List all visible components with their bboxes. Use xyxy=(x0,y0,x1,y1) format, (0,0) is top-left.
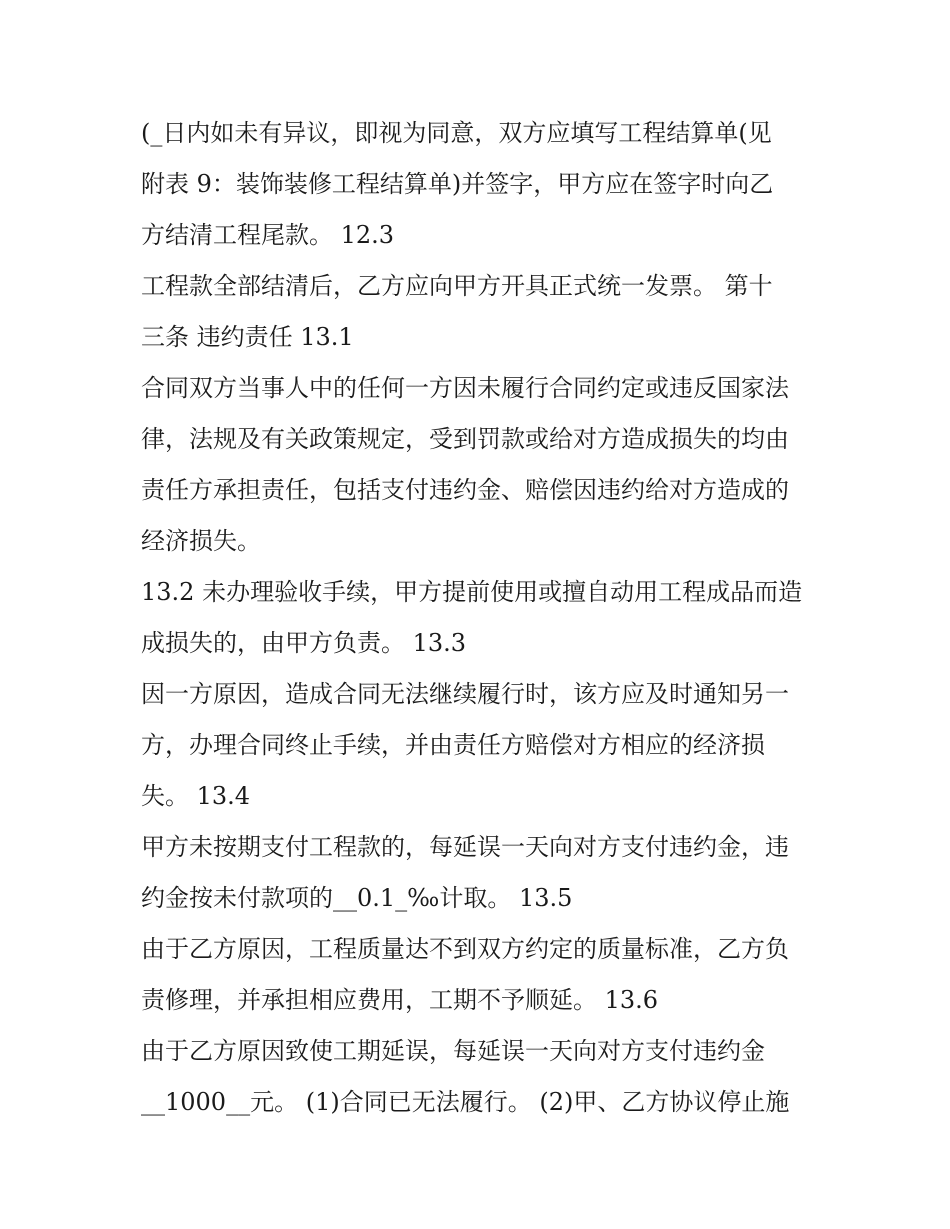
text-line: 附表 9：装饰装修工程结算单)并签字，甲方应在签字时向乙 xyxy=(141,170,774,198)
text-line: 律，法规及有关政策规定，受到罚款或给对方造成损失的均由 xyxy=(141,425,789,453)
text-line: 由于乙方原因，工程质量达不到双方约定的质量标准，乙方负 xyxy=(141,935,789,963)
text-line: __1000__元。 (1)合同已无法履行。 (2)甲、乙方协议停止施 xyxy=(141,1088,790,1116)
text-line: 三条 违约责任 13.1 xyxy=(141,323,354,351)
text-line: 方，办理合同终止手续，并由责任方赔偿对方相应的经济损 xyxy=(141,731,765,759)
document-body xyxy=(141,108,821,1128)
text-line: 因一方原因，造成合同无法继续履行时，该方应及时通知另一 xyxy=(141,680,789,708)
text-line: 由于乙方原因致使工期延误，每延误一天向对方支付违约金 xyxy=(141,1037,765,1065)
text-line: 甲方未按期支付工程款的，每延误一天向对方支付违约金，违 xyxy=(141,833,789,861)
text-line: 经济损失。 xyxy=(141,527,261,555)
text-line: 合同双方当事人中的任何一方因未履行合同约定或违反国家法 xyxy=(141,374,789,402)
text-line: 责任方承担责任，包括支付违约金、赔偿因违约给对方造成的 xyxy=(141,476,789,504)
text-line: 失。 13.4 xyxy=(141,782,251,810)
text-line: 方结清工程尾款。 12.3 xyxy=(141,221,395,249)
text-line: (_日内如未有异议，即视为同意，双方应填写工程结算单(见 xyxy=(141,119,772,147)
text-line: 责修理，并承担相应费用，工期不予顺延。 13.6 xyxy=(141,986,659,1014)
text-line: 成损失的，由甲方负责。 13.3 xyxy=(141,629,467,657)
text-line: 约金按未付款项的__0.1_‰计取。 13.5 xyxy=(141,884,573,912)
text-line: 工程款全部结清后，乙方应向甲方开具正式统一发票。 第十 xyxy=(141,272,773,300)
text-line: 13.2 未办理验收手续，甲方提前使用或擅自动用工程成品而造 xyxy=(141,578,803,606)
